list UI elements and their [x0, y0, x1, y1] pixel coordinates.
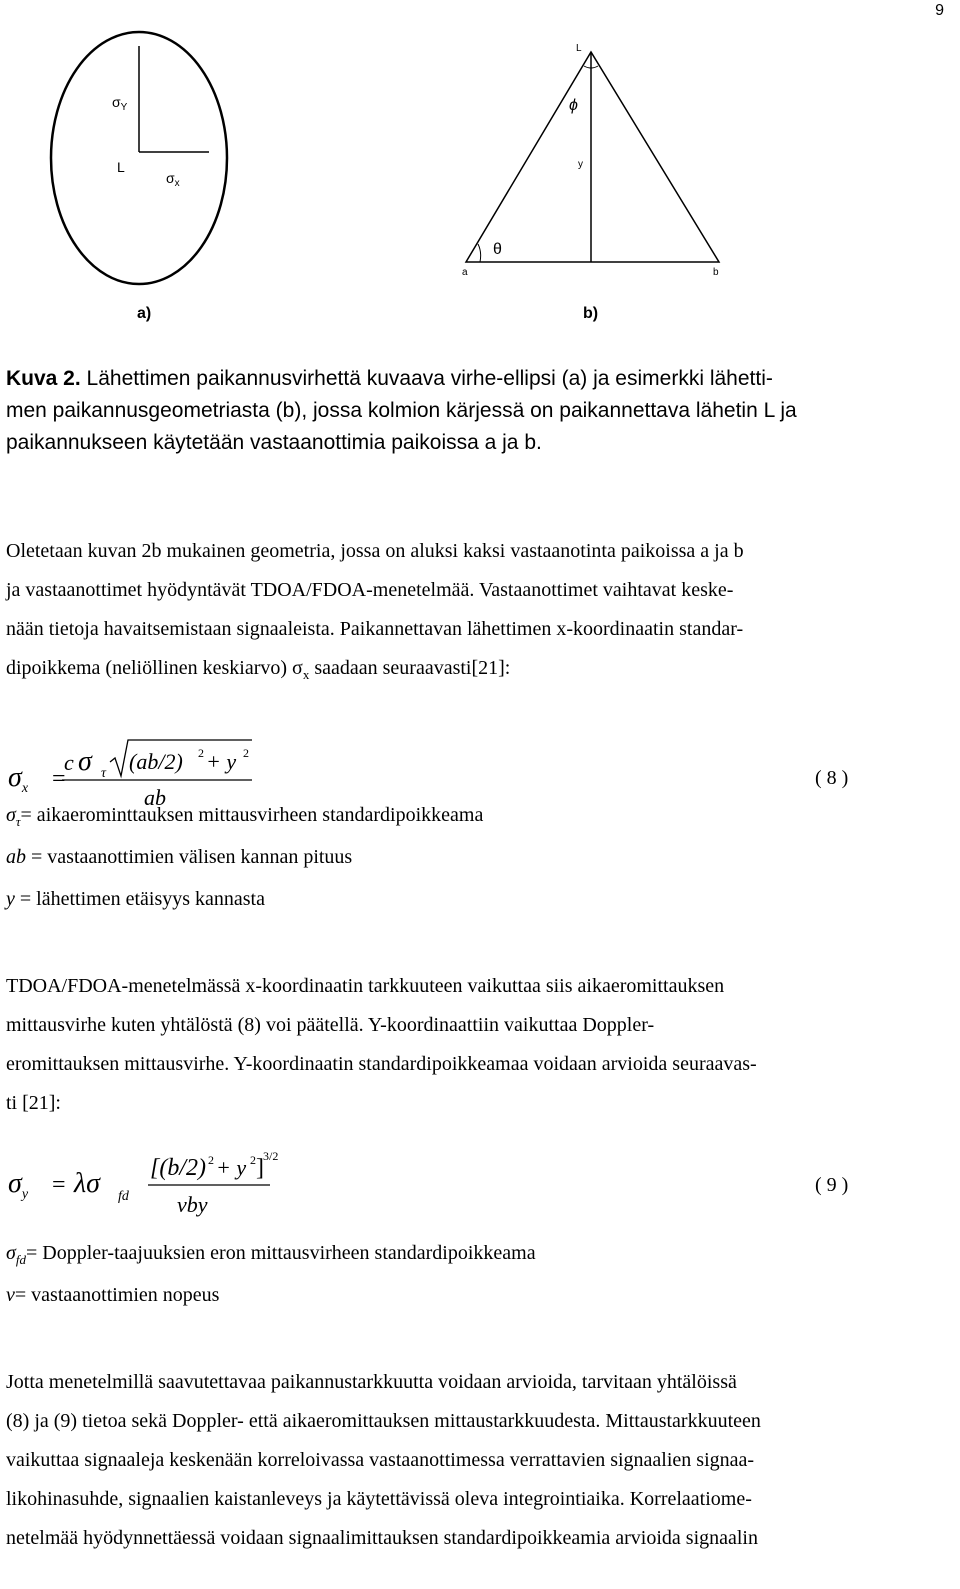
svg-text:ab: ab: [144, 785, 166, 810]
svg-text:σx: $\sigma_x$: [8, 762, 29, 796]
svg-text:λσ: λσ: [74, 1168, 100, 1199]
svg-text:+ y: + y: [206, 749, 237, 774]
svg-text:c: c: [64, 750, 74, 775]
definition-sigma-fd: $\sigma_{fd}=$ Doppler-taajuuksien eron mittausvirheen standardipoikkeama: [6, 1242, 536, 1267]
subfigure-b-label: b): [583, 305, 599, 322]
figure-2: [0, 0, 960, 340]
sigma-x-label: $\sigma_x$: [166, 170, 180, 189]
svg-text:fd: fd: [118, 1189, 129, 1204]
svg-text:2: 2: [243, 746, 249, 760]
paragraph-3: [6, 1363, 948, 1558]
sigma-y-label: $\sigma_Y$: [112, 94, 128, 113]
svg-text:]: ]: [256, 1155, 264, 1181]
paragraph-2-line-4: ti [21]:: [6, 1092, 61, 1114]
svg-text:=: =: [52, 1172, 66, 1198]
paragraph-1-line-1: Oletetaan kuvan 2b mukainen geometria, jossa on aluksi kaksi vastaanotinta paikoissa a ja b: [6, 540, 744, 562]
svg-text:σ: σ: [78, 746, 92, 777]
page-number: 9: [935, 2, 944, 19]
equation-8-number: ( 8 ): [815, 767, 849, 789]
emitter-label-b: L: [576, 43, 582, 54]
error-ellipse-diagram: [51, 32, 227, 284]
svg-text:(ab/2): (ab/2): [129, 749, 183, 774]
caption-line-2: men paikannusgeometriasta (b), jossa kolmion kärjessä on paikannettava lähetin L ja: [6, 399, 797, 422]
svg-text:+ y: + y: [216, 1155, 247, 1180]
positioning-geometry-diagram: [462, 43, 719, 278]
paragraph-1-line-4: dipoikkema (neliöllinen keskiarvo) $\sigma_x$ saadaan seuraavasti[21]:: [6, 657, 511, 682]
svg-text:σy: $\sigma_y$: [8, 1168, 29, 1202]
paragraph-1-line-2: ja vastaanottimet hyödyntävät TDOA/FDOA-menetelmää. Vastaanottimet vaihtavat keske-: [6, 579, 734, 601]
theta-angle-arc: [478, 244, 481, 262]
receiver-b-label: b: [713, 267, 719, 278]
paragraph-3-line-5: netelmää hyödynnettäessä voidaan signaalimittauksen standardipoikkeamia arvioida signaalin: [6, 1527, 758, 1549]
paragraph-2: [6, 967, 948, 1123]
definition-v: v= vastaanottimien nopeus: [6, 1284, 220, 1306]
paragraph-2-line-3: eromittauksen mittausvirhe. Y-koordinaatin standardipoikkeamaa voidaan arvioida seuraavas-: [6, 1053, 757, 1075]
paragraph-3-line-1: Jotta menetelmillä saavutettavaa paikannustarkkuutta voidaan arvioida, tarvitaan yhtälöissä: [6, 1371, 737, 1393]
subfigure-a-label: a): [137, 305, 152, 322]
svg-text:2: 2: [208, 1153, 214, 1167]
svg-text:=: =: [52, 766, 66, 792]
svg-text:vby: vby: [177, 1192, 208, 1217]
receiver-a-label: a: [462, 267, 468, 278]
phi-label: ϕ: [569, 97, 578, 114]
definition-ab: ab = vastaanottimien välisen kannan pituus: [6, 846, 353, 868]
triangle: [466, 52, 719, 262]
theta-label: θ: [493, 241, 502, 258]
figure-caption: [6, 363, 946, 459]
paragraph-2-line-2: mittausvirhe kuten yhtälöstä (8) voi päätellä. Y-koordinaattiin vaikuttaa Doppler-: [6, 1014, 655, 1036]
y-label: y: [578, 159, 583, 170]
paragraph-3-line-2: (8) ja (9) tietoa sekä Doppler- että aikaeromittauksen mittaustarkkuudesta. Mittaustarkkuuteen: [6, 1410, 761, 1432]
paragraph-2-line-1: TDOA/FDOA-menetelmässä x-koordinaatin tarkkuuteen vaikuttaa siis aikaeromittauksen: [6, 975, 725, 997]
svg-text:3/2: 3/2: [263, 1149, 279, 1163]
paragraph-3-line-3: vaikuttaa signaaleja keskenään korreloivassa vastaanottimessa verrattavien signaalien signaa-: [6, 1449, 755, 1471]
svg-text:2: 2: [198, 746, 204, 760]
caption-line-3: paikannukseen käytetään vastaanottimia paikoissa a ja b.: [6, 431, 542, 454]
equation-9-number: ( 9 ): [815, 1174, 849, 1196]
definition-sigma-tau: $\sigma_\tau=$ aikaerominttauksen mittausvirheen standardipoikkeama: [6, 804, 484, 829]
svg-text:[(b/2): [(b/2): [150, 1155, 206, 1181]
emitter-label-a: L: [117, 159, 125, 175]
paragraph-1-line-3: nään tietoja havaitsemistaan signaaleista. Paikannettavan lähettimen x-koordinaatin standar-: [6, 618, 744, 640]
paragraph-3-line-4: likohinasuhde, signaalien kaistanleveys ja käytettävissä oleva integrointiaika. Korrelaatiome-: [6, 1488, 752, 1510]
caption-prefix: Kuva 2.: [6, 367, 81, 390]
paragraph-1: [6, 532, 948, 694]
definition-y: y = lähettimen etäisyys kannasta: [6, 888, 265, 910]
caption-line-1: Lähettimen paikannusvirhettä kuvaava virhe-ellipsi (a) ja esimerkki lähetti-: [80, 367, 773, 390]
svg-text:τ: τ: [101, 766, 107, 781]
svg-text:2: 2: [250, 1153, 256, 1167]
